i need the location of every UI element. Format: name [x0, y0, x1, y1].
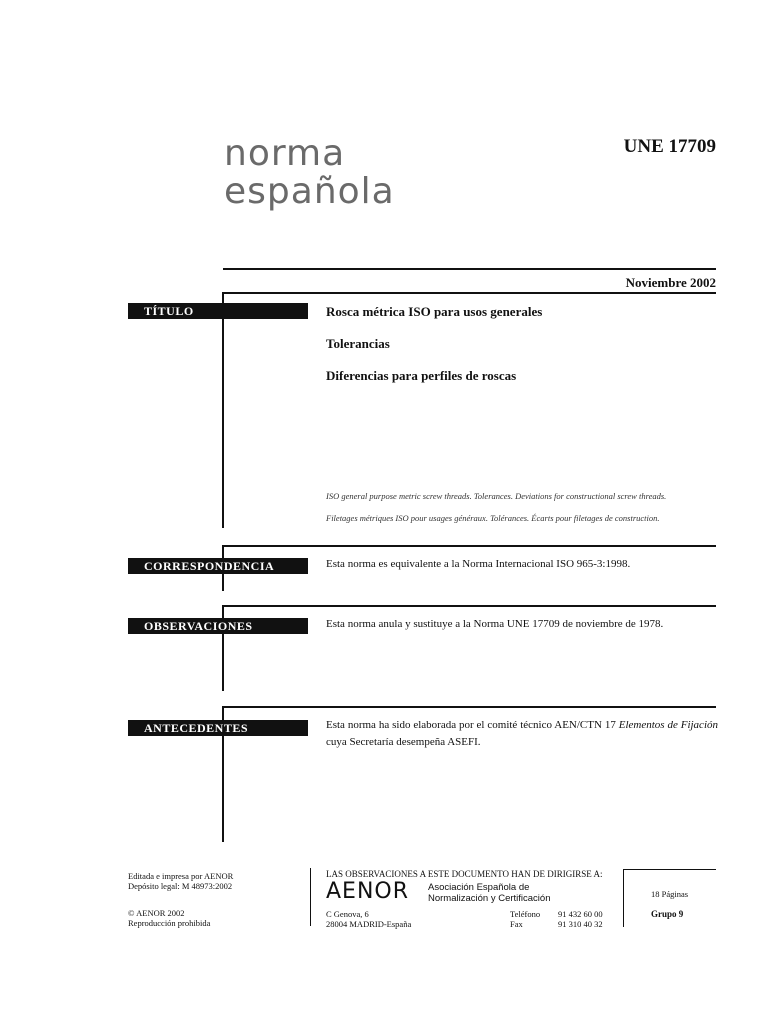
observaciones-label: OBSERVACIONES [128, 618, 308, 634]
antecedentes-text-start: Esta norma ha sido elaborada por el comité técnico AEN/CTN 17 [326, 719, 619, 731]
norma-title-line2: española [224, 171, 395, 212]
aenor-address [326, 909, 411, 929]
pages-box-top-rule [623, 869, 716, 870]
antecedentes-text-end: cuya Secretaría desempeña ASEFI. [326, 735, 481, 748]
fax-label: Fax [510, 919, 523, 930]
correspondencia-text: Esta norma es equivalente a la Norma Internacional ISO 965-3:1998. [326, 558, 631, 570]
copyright-block [128, 908, 210, 928]
observaciones-text: Esta norma anula y sustituye a la Norma UNE 17709 de noviembre de 1978. [326, 618, 664, 630]
antecedentes-committee-name: Elementos de Fijación [618, 719, 719, 731]
pages-box-divider [623, 869, 624, 927]
correspondencia-label: CORRESPONDENCIA [128, 558, 308, 574]
phone-label: Teléfono [510, 909, 541, 919]
copyright-line: © AENOR 2002 [128, 908, 185, 918]
titulo-rule [223, 292, 716, 294]
footer-divider-left [310, 868, 311, 926]
aenor-desc-line2: Normalización y Certificación [428, 892, 551, 904]
antecedentes-text [326, 717, 718, 750]
norma-title-line1: norma [224, 133, 346, 174]
observations-heading: LAS OBSERVACIONES A ESTE DOCUMENTO HAN DE DIRIGIRSE A: [326, 869, 603, 879]
antecedentes-label: ANTECEDENTES [128, 720, 308, 736]
address-street: C Genova, 6 [326, 909, 369, 919]
title-line-2: Tolerancias [326, 336, 390, 351]
contact-labels [510, 909, 540, 929]
edited-by [128, 871, 233, 891]
price-group: Grupo 9 [651, 909, 684, 919]
fax-number: 91 310 40 32 [558, 919, 603, 930]
contact-values [558, 909, 603, 929]
phone-number: 91 432 60 00 [558, 909, 603, 919]
title-line-1: Rosca métrica ISO para usos generales [326, 304, 543, 319]
page-count: 18 Páginas [651, 889, 689, 899]
observaciones-rule [223, 605, 716, 607]
titulo-label: TÍTULO [128, 303, 308, 319]
title-line-3: Diferencias para perfiles de roscas [326, 368, 517, 383]
title-translation-french: Filetages métriques ISO pour usages généraux. Tolérances. Écarts pour filetages de construction. [326, 513, 660, 523]
standard-code: UNE 17709 [623, 136, 716, 157]
antecedentes-rule [223, 706, 716, 708]
aenor-logo: AENOR [326, 879, 410, 904]
top-rule [223, 268, 716, 270]
title-translation-english: ISO general purpose metric screw threads. Tolerances. Deviations for constructional screw threads. [326, 491, 667, 501]
edited-by-line: Editada e impresa por AENOR [128, 871, 234, 881]
publication-date: Noviembre 2002 [625, 275, 716, 290]
reproduction-notice: Reproducción prohibida [128, 918, 211, 929]
titulo-vertical-rule [222, 292, 224, 528]
aenor-desc-line1: Asociación Española de [428, 882, 530, 893]
aenor-description [428, 883, 550, 905]
address-city: 28004 MADRID-España [326, 919, 412, 930]
correspondencia-rule [223, 545, 716, 547]
legal-deposit: Depósito legal: M 48973:2002 [128, 881, 233, 892]
